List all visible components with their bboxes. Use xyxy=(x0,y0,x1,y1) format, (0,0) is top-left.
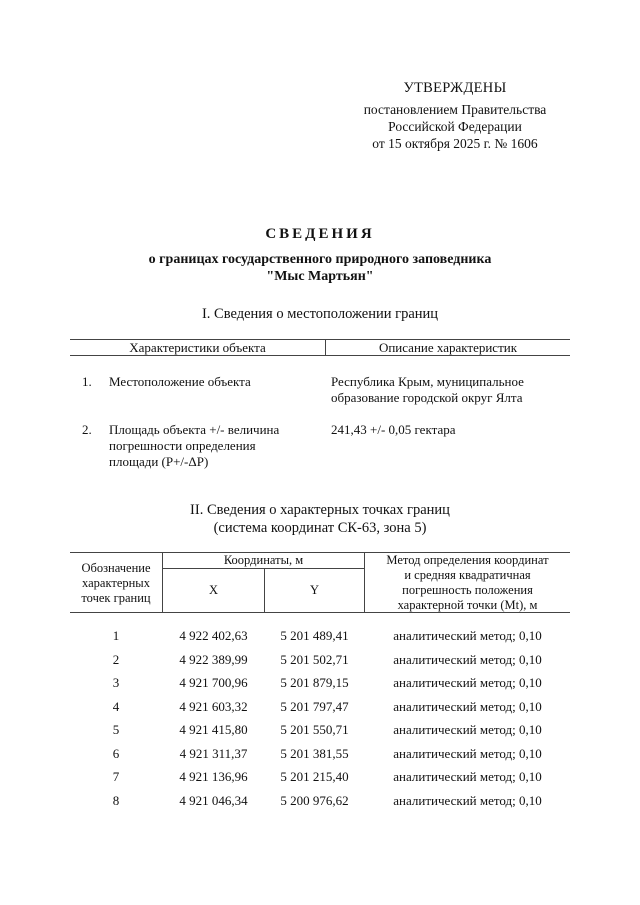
approval-block xyxy=(340,80,570,152)
point-id: 7 xyxy=(112,769,120,784)
row1-value-line-1: Республика Крым, муниципальное xyxy=(331,374,524,389)
point-method: аналитический метод; 0,10 xyxy=(393,675,542,690)
approval-heading: УТВЕРЖДЕНЫ xyxy=(403,80,507,96)
approval-line-3: от 15 октября 2025 г. № 1606 xyxy=(372,136,538,151)
document-title: СВЕДЕНИЯ xyxy=(265,226,375,242)
point-y: 5 201 381,55 xyxy=(280,746,349,761)
subtitle-line-2: "Мыс Мартьян" xyxy=(266,269,374,284)
point-x: 4 922 402,63 xyxy=(179,628,248,643)
point-id: 8 xyxy=(112,793,120,808)
point-y: 5 201 502,71 xyxy=(280,652,349,667)
method-line-3: погрешность положения xyxy=(402,583,533,597)
point-id: 5 xyxy=(112,722,120,737)
point-id: 3 xyxy=(112,675,120,690)
subtitle-line-1: о границах государственного природного заповедника xyxy=(148,252,492,267)
point-y: 5 201 215,40 xyxy=(280,769,349,784)
point-x: 4 921 136,96 xyxy=(179,769,248,784)
point-method: аналитический метод; 0,10 xyxy=(393,652,542,667)
section2-heading-line-2: (система координат СК-63, зона 5) xyxy=(213,520,427,536)
point-x: 4 921 603,32 xyxy=(179,699,248,714)
method-line-1: Метод определения координат xyxy=(386,553,549,567)
point-x: 4 921 046,34 xyxy=(179,793,248,808)
point-id: 4 xyxy=(112,699,120,714)
row2-name-line-3: площади (P+/-ΔP) xyxy=(109,454,209,469)
point-method: аналитический метод; 0,10 xyxy=(393,699,542,714)
approval-line-2: Российской Федерации xyxy=(388,119,522,134)
row2-name-line-1: Площадь объекта +/- величина xyxy=(109,422,280,437)
point-y: 5 201 879,15 xyxy=(280,675,349,690)
point-id: 1 xyxy=(112,628,120,643)
row2-name xyxy=(109,422,279,470)
point-y: 5 201 797,47 xyxy=(280,699,349,714)
point-id: 6 xyxy=(112,746,120,761)
table1-col-characteristics: Характеристики объекта xyxy=(129,340,266,355)
row1-value xyxy=(331,374,524,406)
point-method: аналитический метод; 0,10 xyxy=(393,746,542,761)
row1-name: Местоположение объекта xyxy=(109,374,251,389)
section2-heading-line-1: II. Сведения о характерных точках границ xyxy=(190,502,450,518)
method-line-2: и средняя квадратичная xyxy=(404,568,531,582)
point-y: 5 200 976,62 xyxy=(280,793,349,808)
table2-col-y: Y xyxy=(309,583,320,597)
point-x: 4 922 389,99 xyxy=(179,652,248,667)
table2-col-coordinates: Координаты, м xyxy=(223,553,304,567)
point-method: аналитический метод; 0,10 xyxy=(393,793,542,808)
point-id: 2 xyxy=(112,652,120,667)
point-x: 4 921 415,80 xyxy=(179,722,248,737)
row1-number: 1. xyxy=(82,374,92,389)
table2-col-method xyxy=(365,553,570,613)
point-x: 4 921 311,37 xyxy=(179,746,248,761)
approval-line-1: постановлением Правительства xyxy=(363,102,547,117)
row2-name-line-2: погрешности определения xyxy=(109,438,256,453)
point-y: 5 201 489,41 xyxy=(280,628,349,643)
document-subtitle xyxy=(0,251,640,285)
row1-value-line-2: образование городской округ Ялта xyxy=(331,390,523,405)
designation-line-3: точек границ xyxy=(81,591,151,605)
designation-line-1: Обозначение xyxy=(81,561,151,575)
designation-line-2: характерных xyxy=(82,576,150,590)
table1-col-description: Описание характеристик xyxy=(378,340,518,355)
row2-value: 241,43 +/- 0,05 гектара xyxy=(331,422,456,437)
point-y: 5 201 550,71 xyxy=(280,722,349,737)
row2-number: 2. xyxy=(82,422,92,437)
section2-heading xyxy=(0,501,640,537)
point-method: аналитический метод; 0,10 xyxy=(393,628,542,643)
point-x: 4 921 700,96 xyxy=(179,675,248,690)
section1-heading: I. Сведения о местоположении границ xyxy=(201,306,439,322)
point-method: аналитический метод; 0,10 xyxy=(393,769,542,784)
table2-col-x: X xyxy=(208,583,219,597)
point-method: аналитический метод; 0,10 xyxy=(393,722,542,737)
method-line-4: характерной точки (Mt), м xyxy=(397,598,538,612)
table2-col-designation xyxy=(70,561,162,606)
table2-coords-rule xyxy=(162,568,364,569)
